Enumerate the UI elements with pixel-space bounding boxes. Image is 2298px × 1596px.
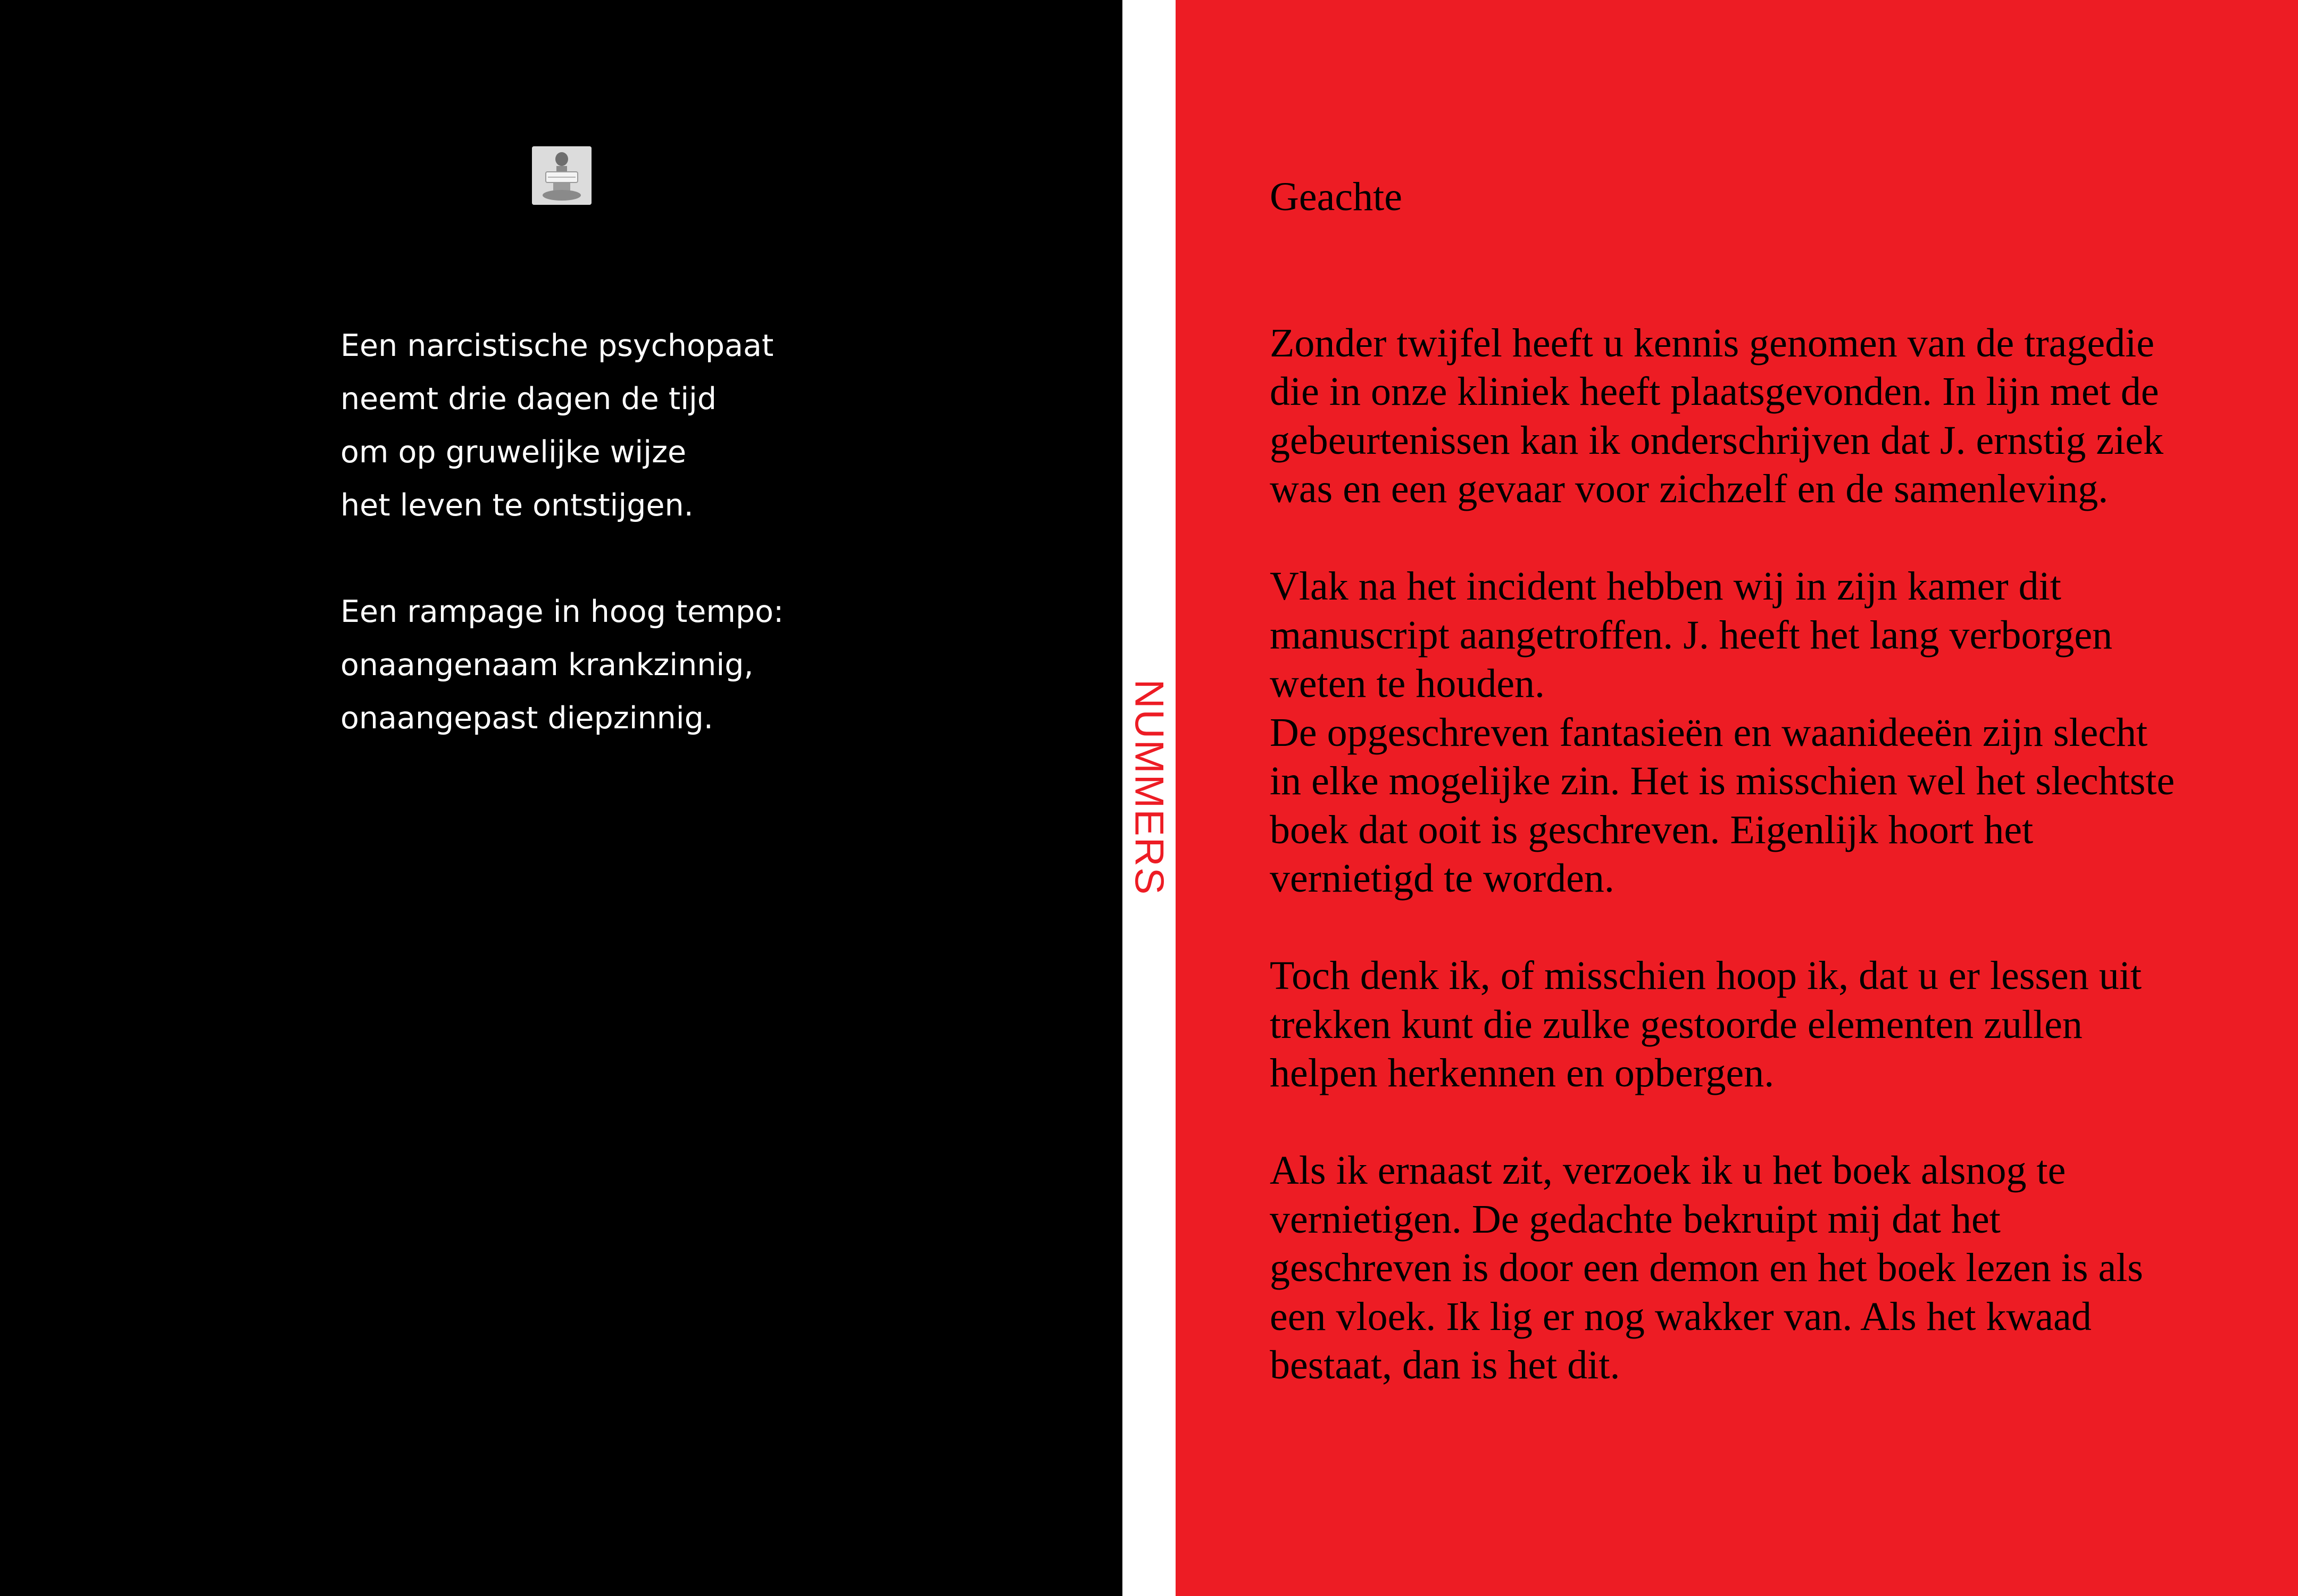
letter-line: De opgeschreven fantasieën en waanideeën zijn slecht: [1270, 710, 2148, 755]
letter-line: bestaat, dan is het dit.: [1270, 1343, 1620, 1387]
letter-paragraph-5: [1270, 1146, 2254, 1390]
blurb-line: neemt drie dagen de tijd: [340, 381, 717, 417]
blurb-line: onaangenaam krankzinnig,: [340, 647, 754, 683]
letter-line: gebeurtenissen kan ik onderschrijven dat J. ernstig ziek: [1270, 418, 2163, 463]
blurb-line: Een rampage in hoog tempo:: [340, 594, 784, 629]
letter-line: geschreven is door een demon en het boek lezen is als: [1270, 1245, 2143, 1290]
letter-line: die in onze kliniek heeft plaatsgevonden. In lijn met de: [1270, 369, 2159, 414]
blurb-line: het leven te ontstijgen.: [340, 488, 694, 523]
blurb-text: [340, 319, 1032, 798]
letter-line: manuscript aangetroffen. J. heeft het lang verborgen: [1270, 612, 2113, 658]
seated-figure-icon: [532, 146, 592, 205]
letter-line: in elke mogelijke zin. Het is misschien wel het slechtste: [1270, 759, 2175, 803]
blurb-line: om op gruwelijke wijze: [340, 435, 687, 470]
letter-line: was en een gevaar voor zichzelf en de samenleving.: [1270, 467, 2109, 511]
blurb-line: Een narcistische psychopaat: [340, 328, 774, 363]
letter-line: Zonder twijfel heeft u kennis genomen van de tragedie: [1270, 320, 2154, 365]
letter-line: een vloek. Ik lig er nog wakker van. Als het kwaad: [1270, 1294, 2092, 1339]
letter-paragraph-2: [1270, 562, 2254, 709]
blurb-stanza-2: [340, 585, 1032, 745]
spine-title: NUMMERS: [1126, 679, 1172, 896]
letter-paragraph-1: [1270, 319, 2254, 514]
back-cover: [0, 0, 1122, 1596]
letter-paragraph-3: [1270, 709, 2254, 903]
letter-line: Als ik ernaast zit, verzoek ik u het boek alsnog te: [1270, 1148, 2066, 1193]
letter-salutation: Geachte: [1270, 174, 1402, 219]
blurb-line: onaangepast diepzinnig.: [340, 701, 713, 736]
letter-line: boek dat ooit is geschreven. Eigenlijk hoort het: [1270, 807, 2034, 852]
letter-line: vernietigd te worden.: [1270, 856, 1614, 901]
letter-line: Toch denk ik, of misschien hoop ik, dat u er lessen uit: [1270, 953, 2142, 998]
letter-line: trekken kunt die zulke gestoorde elementen zullen: [1270, 1002, 2083, 1047]
letter-line: vernietigen. De gedachte bekruipt mij dat het: [1270, 1196, 2001, 1242]
letter-paragraph-4: [1270, 952, 2254, 1098]
front-cover-letter: [1270, 173, 2254, 1439]
letter-line: Vlak na het incident hebben wij in zijn kamer dit: [1270, 564, 2061, 609]
letter-line: helpen herkennen en opbergen.: [1270, 1051, 1775, 1095]
letter-line: weten te houden.: [1270, 661, 1545, 706]
blurb-stanza-1: [340, 319, 1032, 532]
